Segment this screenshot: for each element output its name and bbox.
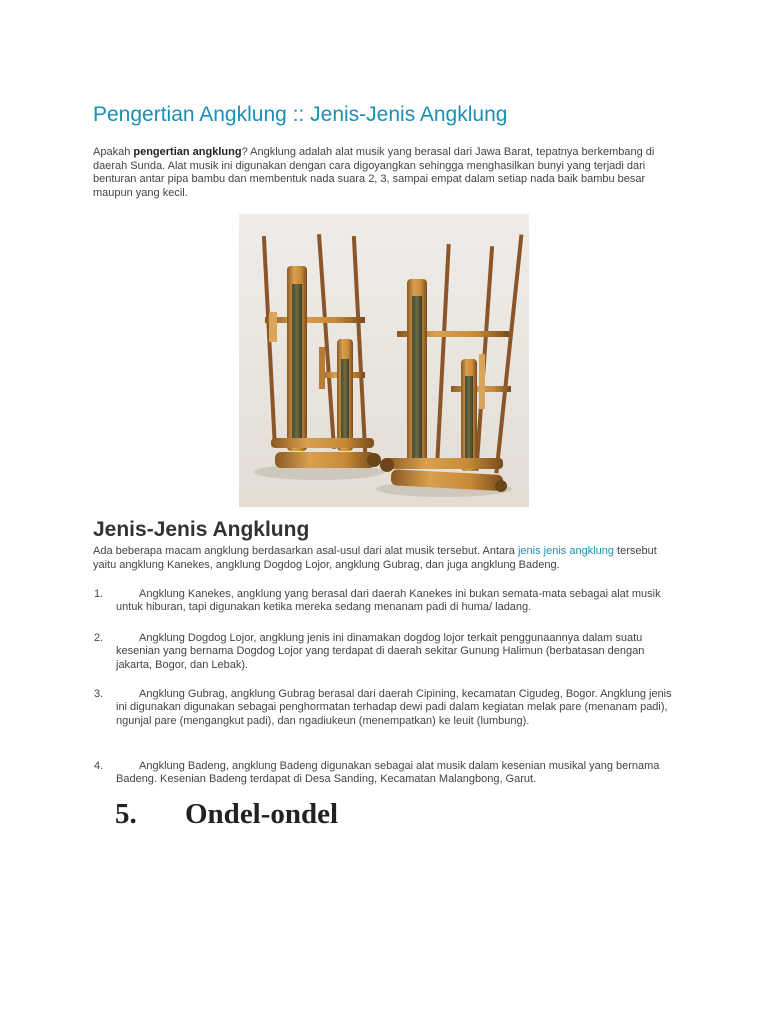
next-section-title: Ondel-ondel (185, 798, 339, 830)
section-intro-rest: tersebut yaitu angklung Kanekes, angklung Dogdog Lojor, angklung Gubrag, dan juga angklung Badeng. (93, 545, 657, 571)
section-intro-prefix: Ada beberapa macam angklung berdasarkan asal-usul dari alat musik tersebut. Antara (93, 545, 518, 557)
list-number: 2. (94, 632, 104, 644)
section-intro (93, 545, 683, 572)
angklung-illustration (239, 214, 529, 507)
intro-paragraph (93, 146, 678, 200)
list-item (93, 632, 678, 672)
next-section-number: 5. (115, 798, 137, 830)
list-text: Angklung Kanekes, angklung yang berasal dari daerah Kanekes ini bukan semata-mata sebagai alat musik untuk hiburan, tapi digunakan ketika mereka sedang menanam padi di huma/ ladang. (116, 588, 661, 614)
intro-bold-term: pengertian angklung (133, 146, 242, 158)
list-text: Angklung Dogdog Lojor, angklung jenis ini dinamakan dogdog lojor terkait penggunaannya dalam suatu kesenian yang bernama Dogdog Lojor yang terdapat di daerah sekitar Gunung Halimun (berbatasan dengan jakarta, Bogor, dan Lebak). (116, 632, 645, 671)
list-number: 3. (94, 688, 104, 700)
list-item (93, 688, 678, 728)
page-title: Pengertian Angklung :: Jenis-Jenis Angklung (93, 103, 508, 126)
list-item (93, 760, 678, 787)
list-text: Angklung Gubrag, angklung Gubrag berasal dari daerah Cipining, kecamatan Cigudeg, Bogor. Angklung jenis ini digunakan digunakan sebagai penghormatan terhadap dewi padi dalam kegiatan melak pare (menanam padi), ngunjal pare (mengangkut padi), dan ngadiukeun (menempatkan) ke leuit (lumbung). (116, 688, 672, 727)
list-text: Angklung Badeng, angklung Badeng digunakan sebagai alat musik dalam kesenian musikal yang bernama Badeng. Kesenian Badeng terdapat di Desa Sanding, Kecamatan Malangbong, Garut. (116, 760, 660, 786)
jenis-angklung-link[interactable]: jenis jenis angklung (517, 545, 614, 557)
list-number: 1. (94, 588, 104, 600)
list-number: 4. (94, 760, 104, 772)
section-heading: Jenis-Jenis Angklung (93, 518, 310, 541)
angklung-photo (239, 214, 529, 507)
next-section-heading (115, 798, 338, 831)
list-item (93, 588, 678, 615)
intro-rest: ? Angklung adalah alat musik yang berasal dari Jawa Barat, tepatnya berkembang di daerah Sunda. Alat musik ini digunakan dengan cara digoyangkan sehingga menghasilkan bunyi yang terjadi dari benturan antar pipa bambu dan membentuk nada suara 2, 3, sampai empat dalam setiap nada baik bambu besar maupun yang kecil. (93, 146, 655, 199)
intro-prefix: Apakah (93, 146, 134, 158)
